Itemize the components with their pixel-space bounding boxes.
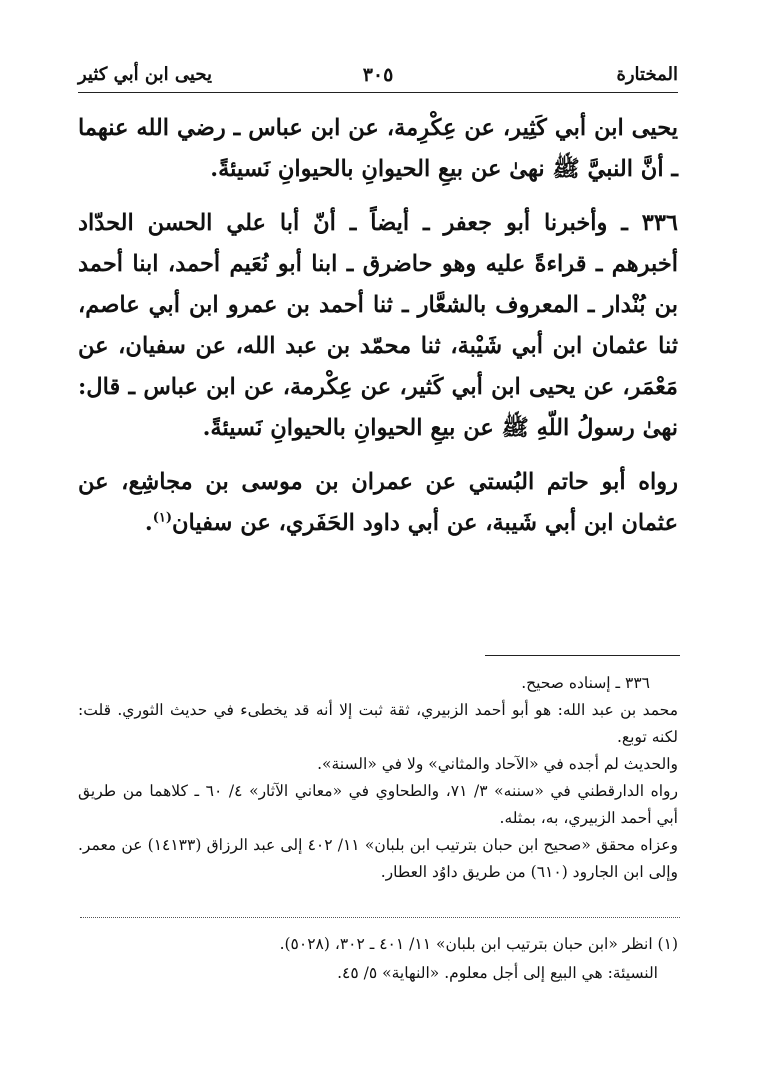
book-title: المختارة <box>616 64 678 85</box>
commentary-notes <box>78 670 678 886</box>
footnote-2: النسيئة: هي البيع إلى أجل معلوم. «النهاية» ٥/ ٤٥. <box>337 964 658 982</box>
paragraph-2 <box>78 203 678 449</box>
main-text <box>78 108 678 557</box>
paragraph-2-text: ـ وأخبرنا أبو جعفر ـ أيضاً ـ أنّ أبا علي الحسن الحدّاد أخبرهم ـ قراءةً عليه وهو حاضرق ـ ابنا أبو نُعَيم أحمد، ابنا أحمد بن بُنْدار ـ المعروف بالشعَّار ـ ثنا أحمد بن عمرو ابن أبي عاصم، ثنا عثمان ابن أبي شَيْبة، ثنا محمّد بن عبد الله، عن سفيان، عن مَعْمَر، عن يحيى ابن أبي كَثير، عن عِكْرمة، عن ابن عباس ـ قال: نهىٰ رسولُ اللّهِ ﷺ عن بيعِ الحيوانِ بالحيوانِ نَسيئةً. <box>78 210 678 441</box>
paragraph-3 <box>78 462 678 544</box>
hadith-number: ٣٣٦ <box>641 210 678 236</box>
note-line-2: محمد بن عبد الله: هو أبو أحمد الزبيري، ثقة ثبت إلا أنه قد يخطىء في حديث الثوري. قلت: لكنه توبع. <box>78 701 678 746</box>
paragraph-3-end: . <box>144 510 153 536</box>
footnote-1: (١) انظر «ابن حبان بترتيب ابن بلبان» ١١/ ٤٠١ ـ ٣٠٢، (٥٠٢٨). <box>279 935 678 953</box>
running-header <box>78 58 678 93</box>
note-line-3: والحديث لم أجده في «الآحاد والمثاني» ولا في «السنة». <box>317 755 678 773</box>
footnote-separator <box>80 917 680 918</box>
paragraph-1 <box>78 108 678 190</box>
notes-separator <box>485 655 680 656</box>
page-number: ٣٠٥ <box>362 64 394 86</box>
note-line-4: رواه الدارقطني في «سننه» ٣/ ٧١، والطحاوي في «معاني الآثار» ٤/ ٦٠ ـ كلاهما من طريق أبي أحمد الزبيري، به، بمثله. <box>78 782 678 827</box>
note-line-5: وعزاه محقق «صحيح ابن حبان بترتيب ابن بلبان» ١١/ ٤٠٢ إلى عبد الرزاق (١٤١٣٣) عن معمر. وإلى ابن الجارود (٦١٠) من طريق داوُد العطار. <box>78 836 678 881</box>
footnote-ref-1[interactable]: (١) <box>152 510 172 526</box>
running-subject: يحيى ابن أبي كثير <box>78 64 212 85</box>
note-line-1: ٣٣٦ ـ إسناده صحيح. <box>521 674 650 692</box>
paragraph-1-text: يحيى ابن أبي كَثِير، عن عِكْرِمة، عن ابن عباس ـ رضي الله عنهما ـ أنَّ النبيَّ ﷺ نهىٰ عن بيعِ الحيوانِ بالحيوانِ نَسيئةً. <box>78 115 678 182</box>
paragraph-3-text: رواه أبو حاتم البُستي عن عمران بن موسى بن مجاشِع، عن عثمان ابن أبي شَيبة، عن أبي داود الحَفَري، عن سفيان <box>78 469 678 536</box>
footnotes <box>78 930 678 988</box>
